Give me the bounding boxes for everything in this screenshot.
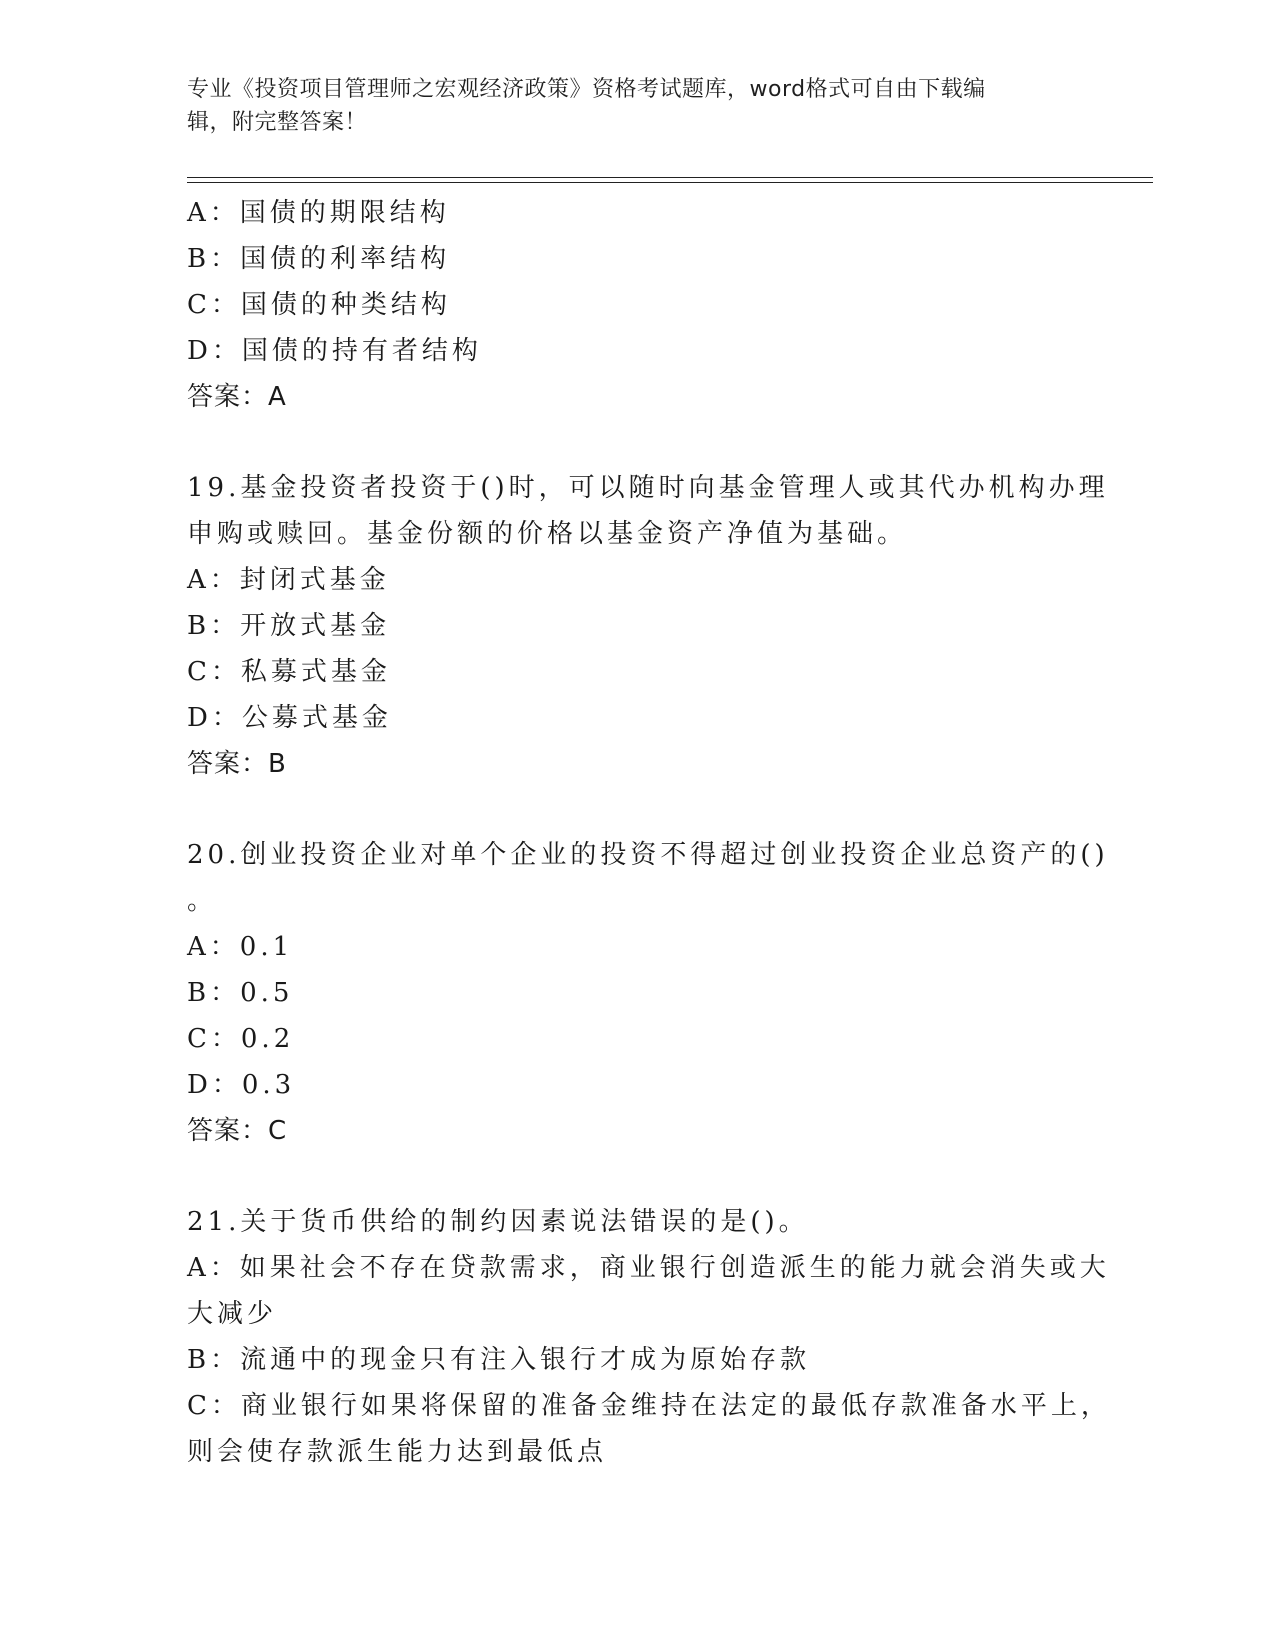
option-a: A：封闭式基金 [187, 565, 390, 595]
answer-line: 答案：C [187, 1116, 288, 1146]
option-c: C：私募式基金 [187, 657, 391, 687]
option-d: D：0.3 [187, 1070, 296, 1100]
option-c: C：国债的种类结构 [187, 290, 451, 320]
answer-line: 答案：A [187, 382, 287, 412]
option-c: C：商业银行如果将保留的准备金维持在法定的最低存款准备水平上， [187, 1391, 1111, 1421]
option-c: C：0.2 [187, 1024, 295, 1054]
option-d: D：国债的持有者结构 [187, 336, 482, 366]
question-stem-line-2: 。 [187, 886, 218, 916]
header-divider-top [187, 177, 1153, 178]
option-a: A：0.1 [187, 932, 294, 962]
option-d: D：公募式基金 [187, 703, 392, 733]
option-a-continued: 大减少 [187, 1299, 278, 1329]
header-line-2: 辑，附完整答案！ [187, 110, 368, 135]
option-c-continued: 则会使存款派生能力达到最低点 [187, 1437, 608, 1467]
question-19 [187, 465, 1109, 787]
question-21 [187, 1199, 1111, 1475]
question-stem-line-2: 申购或赎回。基金份额的价格以基金资产净值为基础。 [187, 519, 908, 549]
header-line-1: 专业《投资项目管理师之宏观经济政策》资格考试题库，word格式可自由下载编 [187, 77, 986, 102]
document-header [187, 73, 1067, 139]
question-stem-line-1: 20.创业投资企业对单个企业的投资不得超过创业投资企业总资产的() [187, 840, 1109, 870]
question-stem-line-1: 21.关于货币供给的制约因素说法错误的是()。 [187, 1207, 809, 1237]
answer-line: 答案：B [187, 749, 287, 779]
header-divider-bottom [187, 182, 1153, 183]
question-20 [187, 832, 1109, 1154]
question-list [187, 190, 1111, 1475]
question-18 [187, 190, 1087, 420]
option-b: B：开放式基金 [187, 611, 391, 641]
option-b: B：流通中的现金只有注入银行才成为原始存款 [187, 1345, 811, 1375]
option-b: B：0.5 [187, 978, 294, 1008]
option-b: B：国债的利率结构 [187, 244, 451, 274]
question-stem-line-1: 19.基金投资者投资于()时，可以随时向基金管理人或其代办机构办理 [187, 473, 1109, 503]
option-a: A：国债的期限结构 [187, 198, 450, 228]
option-a: A：如果社会不存在贷款需求，商业银行创造派生的能力就会消失或大 [187, 1253, 1110, 1283]
